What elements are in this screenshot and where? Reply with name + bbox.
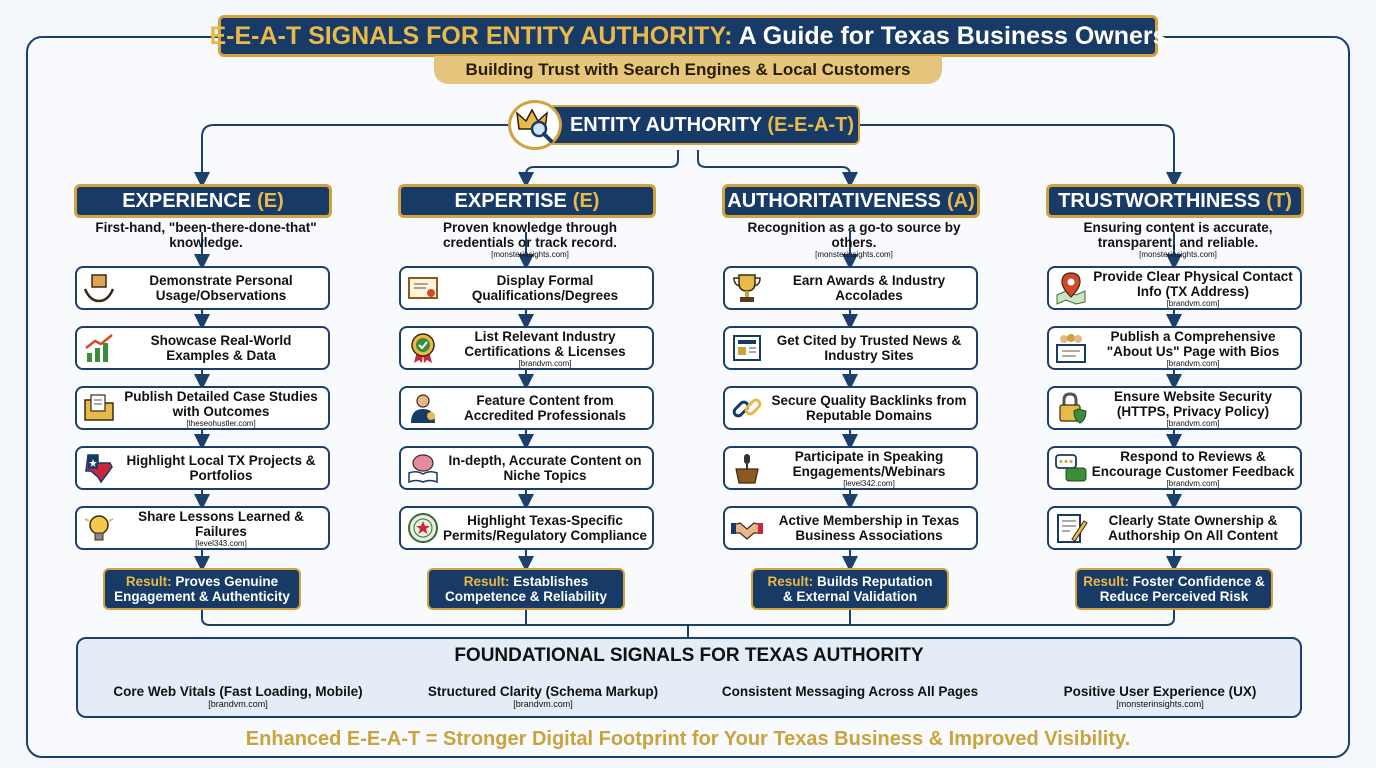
description-source: [monsterinsights.com] xyxy=(815,250,893,259)
footer-tagline: Enhanced E-E-A-T = Stronger Digital Footprint for Your Texas Business & Improved Visibility. xyxy=(245,728,1131,750)
title-highlight: E-E-A-T SIGNALS FOR ENTITY AUTHORITY: xyxy=(209,21,733,50)
signal-source: [brandvm.com] xyxy=(1166,418,1220,428)
signal-card xyxy=(75,326,330,370)
result-text-line2: & External Validation xyxy=(782,589,918,604)
foundation-item xyxy=(106,684,370,710)
signal-text: Publish Detailed Case Studies with Outcomes xyxy=(124,388,318,419)
signal-text: Display Formal Qualifications/Degrees xyxy=(471,273,619,303)
column-title: EXPERIENCE xyxy=(122,189,252,212)
result-label: Result: xyxy=(767,574,814,589)
column-description xyxy=(724,220,984,268)
signal-card xyxy=(1047,446,1302,490)
crown-magnifier-icon xyxy=(508,100,562,150)
column-letter: (E) xyxy=(257,189,284,212)
title-banner xyxy=(209,15,1167,57)
certificate-icon xyxy=(404,269,442,307)
signal-source: [brandvm.com] xyxy=(1166,358,1220,368)
column-header-expertise xyxy=(398,184,656,218)
result-text-line2: Competence & Reliability xyxy=(444,589,608,604)
column-description xyxy=(400,220,660,268)
column-expertise xyxy=(400,184,660,268)
result-text: Builds Reputation xyxy=(813,574,933,589)
foundation-item-text: Core Web Vitals (Fast Loading, Mobile) xyxy=(113,684,363,699)
signal-source: [brandvm.com] xyxy=(1166,298,1220,308)
signal-card xyxy=(1047,326,1302,370)
column-description xyxy=(76,220,336,268)
signal-card xyxy=(399,446,654,490)
signal-text: In-depth, Accurate Content on Niche Topics xyxy=(448,453,642,483)
texas-seal-icon xyxy=(404,509,442,547)
result-box-experience xyxy=(103,568,301,610)
column-letter: (E) xyxy=(572,189,600,212)
signal-card xyxy=(399,326,654,370)
newspaper-icon xyxy=(728,329,766,367)
description-source: [monsterinsights.com] xyxy=(491,250,569,259)
subtitle-banner: Building Trust with Search Engines & Local Customers xyxy=(434,56,942,84)
result-text: Proves Genuine xyxy=(171,574,279,589)
signal-source: [theseohustler.com] xyxy=(186,418,256,428)
column-letter: (A) xyxy=(946,189,975,212)
foundation-item xyxy=(1038,684,1282,710)
signal-text: Demonstrate Personal Usage/Observations xyxy=(149,273,293,303)
column-letter: (T) xyxy=(1266,189,1292,212)
foundation-item-source: [brandvm.com] xyxy=(208,699,268,709)
foundation-item-text: Structured Clarity (Schema Markup) xyxy=(427,684,659,699)
signal-text: Showcase Real-World Examples & Data xyxy=(150,333,292,363)
root-node xyxy=(508,100,860,150)
signal-text: Feature Content from Accredited Professionals xyxy=(463,393,627,423)
team-profile-icon xyxy=(1052,329,1090,367)
foundation-item-source: [monsterinsights.com] xyxy=(1116,699,1204,709)
texas-flag-icon xyxy=(80,449,118,487)
signal-text: Share Lessons Learned & Failures xyxy=(138,508,304,539)
description-text: Recognition as a go-to source by others. xyxy=(747,220,961,250)
column-title: AUTHORITATIVENESS xyxy=(727,189,941,212)
signal-card xyxy=(399,386,654,430)
description-source: [monsterinsights.com] xyxy=(1139,250,1217,259)
signal-source: [level342.com] xyxy=(843,478,895,488)
chat-bubbles-icon xyxy=(1052,449,1090,487)
signal-text: Participate in Speaking Engagements/Webinars xyxy=(792,448,946,479)
result-label: Result: xyxy=(125,574,172,589)
column-experience xyxy=(76,184,336,268)
growth-chart-icon xyxy=(80,329,118,367)
signal-text: Publish a Comprehensive "About Us" Page with Bios xyxy=(1106,328,1280,359)
foundation-item-source: [brandvm.com] xyxy=(513,699,573,709)
column-title: TRUSTWORTHINESS xyxy=(1058,189,1261,212)
result-text-line2: Reduce Perceived Risk xyxy=(1099,589,1249,604)
brain-book-icon xyxy=(404,449,442,487)
signal-text: Active Membership in Texas Business Associations xyxy=(778,513,960,543)
signal-text: Secure Quality Backlinks from Reputable Domains xyxy=(771,393,967,423)
column-trustworthiness xyxy=(1048,184,1308,268)
signal-text: Get Cited by Trusted News & Industry Sites xyxy=(776,333,962,363)
signal-card xyxy=(723,446,978,490)
title-rest: A Guide for Texas Business Owners xyxy=(732,21,1167,50)
signal-card xyxy=(75,506,330,550)
signal-source: [brandvm.com] xyxy=(1166,478,1220,488)
result-text: Establishes xyxy=(509,574,589,589)
root-label xyxy=(548,105,860,145)
signal-text: Ensure Website Security (HTTPS, Privacy Policy) xyxy=(1113,388,1273,419)
foundation-item xyxy=(418,684,668,710)
result-box-trustworthiness xyxy=(1075,568,1273,610)
column-title: EXPERTISE xyxy=(454,189,567,212)
result-label: Result: xyxy=(1083,574,1129,589)
signal-source: [brandvm.com] xyxy=(518,358,572,368)
column-header-experience xyxy=(74,184,332,218)
description-text: Ensuring content is accurate, transparent, and reliable. xyxy=(1083,220,1273,250)
result-text-line2: Engagement & Authenticity xyxy=(114,589,290,604)
signal-card xyxy=(399,506,654,550)
foundation-title: FOUNDATIONAL SIGNALS FOR TEXAS AUTHORITY xyxy=(454,645,924,666)
award-badge-icon xyxy=(404,329,442,367)
folder-document-icon xyxy=(80,389,118,427)
signal-text: Highlight Local TX Projects & Portfolios xyxy=(126,453,316,483)
foundation-box xyxy=(76,637,1302,718)
foundation-item-text: Consistent Messaging Across All Pages xyxy=(721,684,979,699)
padlock-shield-icon xyxy=(1052,389,1090,427)
root-label-text: ENTITY AUTHORITY xyxy=(569,113,768,136)
signal-card xyxy=(399,266,654,310)
location-pin-icon xyxy=(1052,269,1090,307)
podium-microphone-icon xyxy=(728,449,766,487)
column-header-trustworthiness xyxy=(1046,184,1304,218)
signal-card xyxy=(75,446,330,490)
description-text: Proven knowledge through credentials or track record. xyxy=(442,220,618,250)
root-label-highlight: (E-E-A-T) xyxy=(767,113,855,136)
signal-text: Respond to Reviews & Encourage Customer Feedback xyxy=(1091,448,1295,479)
signal-text: List Relevant Industry Certifications & Licenses xyxy=(464,328,626,359)
result-label: Result: xyxy=(463,574,510,589)
column-description xyxy=(1048,220,1308,268)
signal-text: Provide Clear Physical Contact Info (TX Address) xyxy=(1093,268,1293,299)
signal-card xyxy=(723,326,978,370)
document-pen-icon xyxy=(1052,509,1090,547)
chain-link-icon xyxy=(728,389,766,427)
signal-card xyxy=(1047,266,1302,310)
signal-source: [level343.com] xyxy=(195,538,247,548)
signal-card xyxy=(723,386,978,430)
column-header-authoritativeness xyxy=(722,184,980,218)
trophy-icon xyxy=(728,269,766,307)
professional-person-icon xyxy=(404,389,442,427)
result-text: Foster Confidence & xyxy=(1129,574,1265,589)
signal-text: Clearly State Ownership & Authorship On All Content xyxy=(1108,513,1278,543)
result-box-expertise xyxy=(427,568,625,610)
signal-card xyxy=(1047,386,1302,430)
hands-box-icon xyxy=(80,269,118,307)
signal-card xyxy=(75,386,330,430)
signal-text: Earn Awards & Industry Accolades xyxy=(792,273,946,303)
lightbulb-icon xyxy=(80,509,118,547)
column-authoritativeness xyxy=(724,184,984,268)
signal-card xyxy=(723,506,978,550)
foundation-item-text: Positive User Experience (UX) xyxy=(1063,684,1257,699)
handshake-icon xyxy=(728,509,766,547)
result-box-authoritativeness xyxy=(751,568,949,610)
foundation-item xyxy=(714,684,986,699)
signal-card xyxy=(75,266,330,310)
signal-card xyxy=(1047,506,1302,550)
description-text: First-hand, "been-there-done-that" knowledge. xyxy=(95,220,317,250)
signal-text: Highlight Texas-Specific Permits/Regulatory Compliance xyxy=(442,513,648,543)
signal-card xyxy=(723,266,978,310)
